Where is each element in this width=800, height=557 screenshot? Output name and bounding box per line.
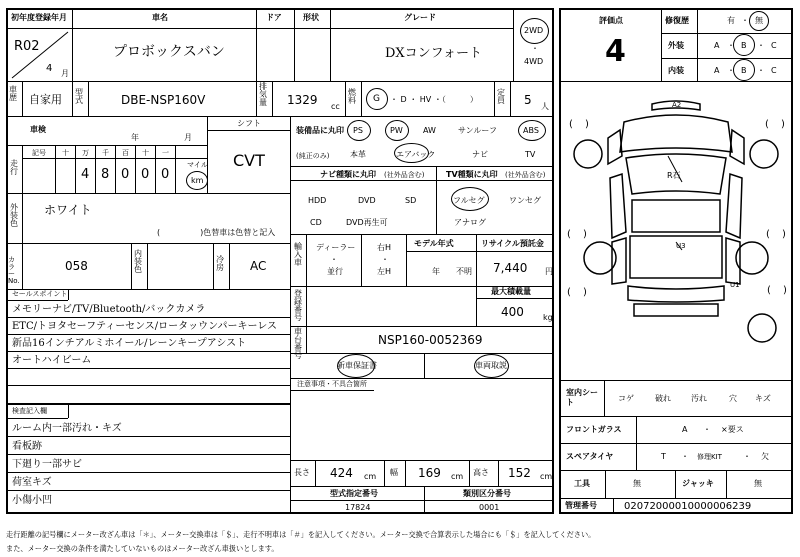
load-label: 最大積載量	[491, 287, 531, 296]
management-label: 管理番号	[565, 501, 597, 510]
registration-label: 登録番号	[294, 289, 302, 322]
inspector-item-3: 下廻り一部サビ	[12, 459, 82, 470]
spare-kit: 修理KIT	[697, 453, 722, 461]
paren-3: (	[765, 119, 769, 130]
exterior-label: 外装	[668, 41, 684, 50]
usage-value: 自家用	[29, 93, 62, 106]
mileage-digit-4: 0	[141, 167, 150, 182]
glass-dot: ・	[703, 425, 711, 434]
seat-hole: 穴	[729, 394, 737, 403]
sales-point-4: オートハイビーム	[12, 355, 92, 366]
tv-sub: (社外品含む)	[505, 171, 546, 179]
manual-label: 車両取説	[475, 361, 507, 370]
jack-value: 無	[754, 479, 762, 488]
capacity-label: 定員	[497, 88, 505, 105]
seat-tear: 破れ	[655, 394, 671, 403]
interior-a: A	[714, 66, 720, 75]
color-label: 外装色	[10, 203, 18, 228]
tools-label: 工具	[574, 479, 590, 488]
right-h: 右H	[377, 243, 392, 252]
paren-6: )	[583, 229, 587, 240]
inspection-label: 車検	[30, 125, 46, 134]
type-value: DBE-NSP160V	[121, 93, 206, 107]
glass-label: フロントガラス	[566, 425, 622, 434]
warranty-label: 新車保証書	[337, 361, 377, 370]
color-code-label: カラーNo.	[8, 256, 20, 285]
seat-scratch: キズ	[755, 394, 771, 403]
paren-11: (	[767, 285, 771, 296]
glass-a: A	[682, 425, 688, 434]
yen-unit: 円	[545, 267, 553, 276]
type-label: 型式	[75, 88, 83, 105]
sales-point-3: 新品16インチアルミホイール/レーンキープアシスト	[12, 338, 247, 349]
paren-1: (	[569, 119, 573, 130]
paren-8: )	[782, 229, 786, 240]
reg-year-label: 初年度登録年月	[11, 13, 67, 22]
equip-airbag: エアバック	[396, 150, 436, 159]
exterior-dot-2: ・	[757, 41, 765, 50]
import-parallel: 並行	[327, 267, 343, 276]
diagram-u3: U3	[676, 242, 686, 250]
inspection-month: 月	[184, 133, 192, 142]
usage-label: 車歴	[9, 85, 17, 102]
grade-label: グレード	[404, 13, 436, 22]
inspection-year: 年	[131, 133, 139, 142]
exterior-b: B	[741, 41, 747, 50]
model-year-unknown: 不明	[456, 267, 472, 276]
fuel-label: 燃料	[348, 88, 356, 105]
frame-label: 車台番号	[294, 327, 302, 360]
height-unit: cm	[540, 472, 553, 481]
paren-2: )	[585, 119, 589, 130]
length-value: 424	[330, 466, 353, 480]
navi-label: ナビ種類に丸印	[320, 170, 376, 179]
interior-dot-2: ・	[757, 66, 765, 75]
equipment-label: 装備品に丸印	[296, 126, 344, 135]
seat-burn: コゲ	[618, 394, 634, 403]
spare-dot-2: ・	[743, 452, 751, 461]
equip-leather: 本革	[350, 150, 366, 159]
import-dot-1: ・	[330, 255, 338, 264]
door-label: ドア	[266, 13, 282, 22]
tv-label: TV種類に丸印	[446, 170, 498, 179]
length-unit: cm	[364, 472, 377, 481]
jack-label: ジャッキ	[682, 479, 714, 488]
length-label: 長さ	[294, 468, 310, 477]
mileage-code-label: 記号	[32, 149, 46, 157]
exterior-a: A	[714, 41, 720, 50]
width-label: 幅	[390, 468, 398, 477]
cc-unit: cc	[331, 102, 340, 111]
frame-value: NSP160-0052369	[378, 333, 483, 347]
color-note: ( )色替車は色替と記入	[157, 228, 276, 237]
ac-label: 冷房	[216, 255, 224, 272]
car-name-label: 車名	[152, 13, 168, 22]
paren-7: (	[766, 229, 770, 240]
seat-label: 室内シート	[566, 388, 598, 408]
seat-stain: 汚れ	[691, 394, 707, 403]
inspector-item-5: 小傷小凹	[12, 495, 52, 506]
navi-dvd: DVD	[358, 196, 376, 205]
notes-label: 注意事項・不具合箇所	[297, 380, 367, 388]
equipment-sub: (純正のみ)	[296, 152, 330, 160]
score-value: 4	[605, 34, 626, 69]
tv-oneseg: ワンセグ	[509, 196, 541, 205]
interior-dot-1: ・	[727, 66, 735, 75]
navi-cd: CD	[310, 218, 322, 227]
class-no-value: 0001	[479, 503, 500, 512]
spare-dot-1: ・	[681, 452, 689, 461]
kg-unit: kg	[543, 313, 553, 322]
tv-analog: アナログ	[454, 218, 486, 227]
exterior-c: C	[771, 41, 777, 50]
shift-value: CVT	[233, 151, 265, 170]
left-h: 左H	[377, 267, 392, 276]
equip-tv: TV	[525, 150, 536, 159]
reg-month-value: 4	[46, 63, 53, 74]
fuel-options: ・ D ・ HV ・（ ）	[390, 95, 478, 104]
model-year-label: モデル年式	[414, 239, 454, 248]
color-value: ホワイト	[44, 203, 92, 217]
load-value: 400	[501, 305, 524, 319]
reg-year-value: R02	[14, 39, 40, 54]
capacity-value: 5	[524, 93, 532, 107]
navi-sub: (社外品含む)	[384, 171, 425, 179]
drive-4wd: 4WD	[524, 57, 544, 66]
spare-label: スペアタイヤ	[566, 452, 614, 461]
car-diagram	[560, 82, 792, 380]
mileage-digit-3: 0	[121, 167, 130, 182]
height-label: 高さ	[473, 468, 489, 477]
mileage-digit-2: 8	[101, 167, 110, 182]
ac-value: AC	[250, 259, 267, 273]
model-year-unit: 年	[432, 267, 440, 276]
car-name-value: プロボックスバン	[113, 44, 225, 60]
sales-points-label: セールスポイント	[12, 290, 68, 298]
inspector-item-1: ルーム内一部汚れ・キズ	[12, 423, 122, 434]
paren-4: )	[781, 119, 785, 130]
tools-value: 無	[633, 479, 641, 488]
paren-12: )	[783, 285, 787, 296]
paren-9: (	[567, 287, 571, 298]
interior-color-label: 内装色	[134, 249, 142, 274]
model-label: 形状	[303, 13, 319, 22]
footer-line-1: 走行距離の記号欄にメーター改ざん車は「＊」、メーター交換車は「＄」、走行不明車は「＃」を記入してください。メーター交換で合算表示した場合にも「＄」を記入してください。	[6, 530, 596, 539]
type-no-label: 型式指定番号	[330, 489, 378, 498]
recycle-value: 7,440	[493, 261, 528, 275]
repair-dot: ・	[741, 16, 749, 25]
month-unit: 月	[61, 69, 69, 78]
width-value: 169	[418, 466, 441, 480]
mileage-unit-10: 十	[142, 149, 149, 157]
import-dealer: ディーラー	[316, 243, 356, 252]
footer-line-2: また、メーター交換の条件を満たしていないものはメーター改ざん車扱いとします。	[6, 544, 279, 553]
equip-navi: ナビ	[472, 150, 488, 159]
inspector-item-4: 荷室キズ	[12, 477, 52, 488]
equip-pw: PW	[390, 126, 403, 135]
spare-t: T	[661, 452, 666, 461]
mileage-label: 走行	[10, 159, 18, 176]
spare-none: 欠	[761, 452, 769, 461]
mileage-digit-5: 0	[161, 167, 170, 182]
width-unit: cm	[451, 472, 464, 481]
import-dot-2: ・	[381, 255, 389, 264]
repair-yes: 有	[727, 16, 735, 25]
sales-point-2: ETC/トヨタセーフティーセンス/ロータッウンパーキーレス	[12, 321, 277, 332]
paren-5: (	[567, 229, 571, 240]
mileage-digit-1: 4	[81, 167, 90, 182]
interior-label: 内装	[668, 66, 684, 75]
interior-c: C	[771, 66, 777, 75]
color-code-value: 058	[65, 259, 88, 273]
repair-no: 無	[755, 16, 763, 25]
import-label: 輸入車	[294, 242, 302, 267]
navi-dvd-play: DVD再生可	[346, 218, 388, 227]
equip-sunroof: サンルーフ	[458, 126, 497, 135]
equip-ps: PS	[353, 126, 363, 135]
sales-point-1: メモリーナビ/TV/Bluetooth/バックカメラ	[12, 304, 206, 315]
displacement-value: 1329	[287, 93, 318, 107]
equip-abs: ABS	[523, 126, 539, 135]
glass-x: ×要ス	[721, 425, 744, 434]
mileage-unit-10m: 十	[62, 149, 69, 157]
mile-label: マイル	[187, 161, 208, 169]
management-value: 02072000010000006239	[624, 501, 752, 512]
exterior-dot-1: ・	[727, 41, 735, 50]
mileage-unit-1k: 千	[102, 149, 109, 157]
drive-dot: ・	[531, 44, 539, 53]
diagram-u1: U1	[730, 281, 740, 289]
mileage-unit-1: 一	[162, 149, 169, 157]
tv-fullseg: フルセグ	[453, 196, 485, 205]
mileage-unit-10k: 万	[82, 149, 89, 157]
diagram-rg: R石	[667, 171, 681, 180]
person-unit: 人	[541, 102, 549, 111]
grade-value: DXコンフォート	[385, 46, 483, 61]
fuel-g: G	[373, 94, 380, 104]
shift-label: シフト	[237, 119, 261, 128]
navi-hdd: HDD	[308, 196, 327, 205]
inspector-label: 検査記入欄	[12, 407, 47, 415]
height-value: 152	[508, 466, 531, 480]
km-label: km	[191, 176, 204, 185]
score-label: 評価点	[599, 16, 623, 25]
drive-2wd: 2WD	[524, 26, 544, 35]
type-no-value: 17824	[345, 503, 371, 512]
mileage-unit-100: 百	[122, 149, 129, 157]
navi-sd: SD	[405, 196, 417, 205]
inspector-item-2: 看板跡	[12, 441, 42, 452]
repair-label: 修復歴	[665, 16, 689, 25]
equip-aw: AW	[423, 126, 436, 135]
class-no-label: 類別区分番号	[463, 489, 511, 498]
displacement-label: 排気量	[259, 82, 267, 107]
interior-b: B	[741, 66, 747, 75]
diagram-a2: A2	[672, 101, 682, 109]
recycle-label: リサイクル預託金	[481, 239, 544, 248]
paren-10: )	[583, 287, 587, 298]
